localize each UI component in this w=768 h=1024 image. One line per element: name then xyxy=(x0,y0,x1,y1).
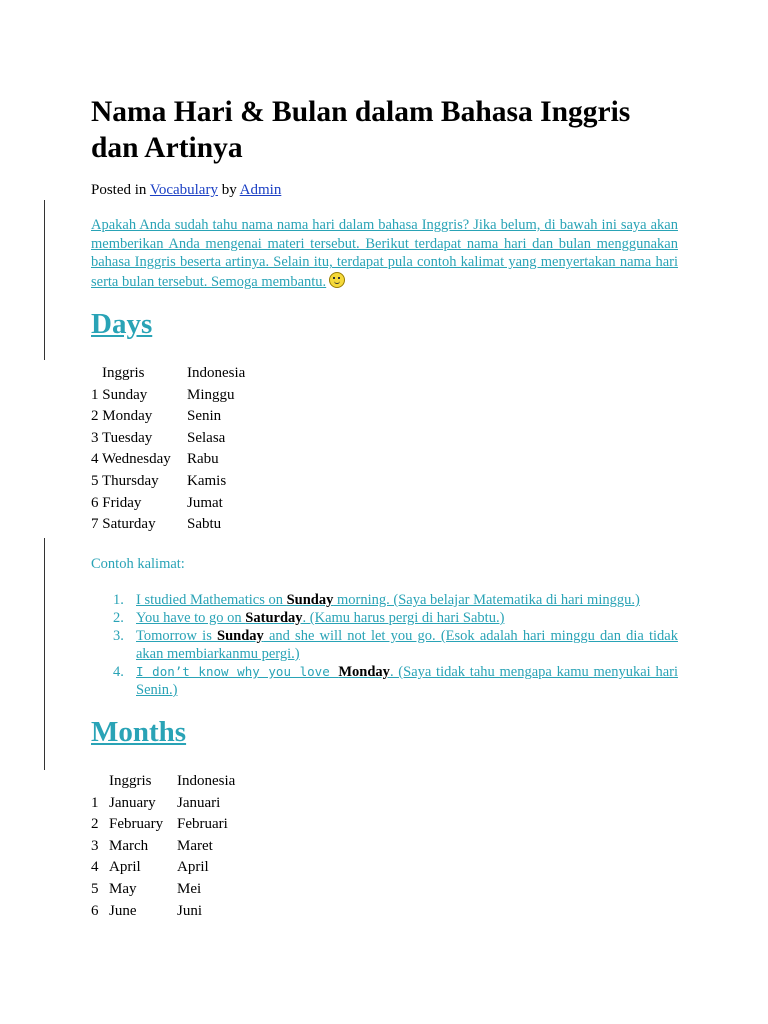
row-number: 6 xyxy=(91,494,99,511)
row-number: 2 xyxy=(91,408,99,425)
day-english xyxy=(91,493,187,515)
english-name: Monday xyxy=(102,408,153,425)
table-row xyxy=(91,471,245,493)
day-keyword: Sunday xyxy=(217,628,264,644)
intro-paragraph[interactable] xyxy=(91,216,678,292)
row-number: 3 xyxy=(91,429,99,446)
month-english: June xyxy=(109,902,137,919)
list-item[interactable] xyxy=(113,663,678,699)
sentence-start: You have to go on xyxy=(136,610,246,626)
row-number: 4 xyxy=(91,451,99,468)
sentence-start: I don’t know why you love xyxy=(136,664,339,679)
table-row xyxy=(91,493,245,515)
row-number: 7 xyxy=(91,516,99,533)
by-label: by xyxy=(221,182,237,198)
month-indonesian: Juni xyxy=(177,902,203,919)
day-indonesian: Senin xyxy=(187,408,222,425)
month-number: 6 xyxy=(91,902,99,919)
days-header-row xyxy=(91,363,245,385)
month-indonesian: Februari xyxy=(177,816,228,833)
sentence-end: morning. (Saya belajar Matematika di hari minggu.) xyxy=(333,592,640,608)
margin-bar-bottom xyxy=(44,538,45,770)
day-english xyxy=(91,428,187,450)
english-name: Friday xyxy=(102,494,142,511)
days-table xyxy=(91,363,245,536)
list-number: 3. xyxy=(113,628,124,644)
table-row xyxy=(91,514,245,536)
month-english: May xyxy=(109,880,137,897)
day-indonesian: Selasa xyxy=(187,429,226,446)
page-title: Nama Hari & Bulan dalam Bahasa Inggris dan Artinya xyxy=(91,96,631,164)
day-keyword: Saturday xyxy=(245,610,303,626)
list-number: 2. xyxy=(113,610,124,626)
month-number: 3 xyxy=(91,837,99,854)
table-row xyxy=(91,406,245,428)
sentence-start: I studied Mathematics on xyxy=(136,592,287,608)
english-name: Tuesday xyxy=(101,429,153,446)
examples-list xyxy=(91,591,678,699)
days-heading[interactable]: Days xyxy=(91,308,153,340)
intro-text: Apakah Anda sudah tahu nama nama hari dalam bahasa Inggris? Jika belum, di bawah ini saya akan memberikan Anda mengenai materi tersebut. Berikut terdapat nama hari dan bulan menggunakan bahasa Inggris beserta artinya. Selain itu, terdapat pula contoh kalimat yang menyertakan nama hari serta bulan tersebut. Semoga membantu. xyxy=(91,217,678,291)
month-english: February xyxy=(109,816,164,833)
month-indonesian: Januari xyxy=(177,794,221,811)
day-english xyxy=(91,363,187,385)
day-indonesian: Kamis xyxy=(187,472,227,489)
row-number: 5 xyxy=(91,472,99,489)
list-number: 4. xyxy=(113,664,124,680)
day-english xyxy=(91,449,187,471)
table-row xyxy=(91,814,235,836)
english-name: Sunday xyxy=(102,386,148,403)
day-keyword: Monday xyxy=(338,664,390,680)
day-english xyxy=(91,514,187,536)
list-number: 1. xyxy=(113,592,124,608)
month-number xyxy=(91,771,109,793)
table-row xyxy=(91,901,235,923)
month-english: March xyxy=(109,837,149,854)
month-indonesian: Mei xyxy=(177,880,202,897)
posted-prefix: Posted in xyxy=(91,182,147,198)
table-row xyxy=(91,449,245,471)
months-heading[interactable]: Months xyxy=(91,716,187,748)
table-row xyxy=(91,836,235,858)
category-link[interactable]: Vocabulary xyxy=(149,182,218,198)
day-indonesian: Minggu xyxy=(187,386,235,403)
month-number: 2 xyxy=(91,816,99,833)
author-link[interactable]: Admin xyxy=(239,182,282,198)
month-english: April xyxy=(109,859,141,876)
day-keyword: Sunday xyxy=(286,592,334,608)
day-english xyxy=(91,385,187,407)
list-item[interactable] xyxy=(113,591,678,609)
table-row xyxy=(91,879,235,901)
day-indonesian: Rabu xyxy=(187,451,219,468)
post-meta xyxy=(91,182,281,199)
sentence-start: Tomorrow is xyxy=(136,628,218,644)
month-indonesian: April xyxy=(177,859,209,876)
month-number: 5 xyxy=(91,880,99,897)
english-name: Inggris xyxy=(102,365,145,381)
sentence-end: and she will not let you go. (Esok adalah hari minggu dan dia tidak akan membiarkanmu pergi.) xyxy=(136,628,678,662)
day-english xyxy=(91,406,187,428)
row-number: 1 xyxy=(91,386,99,403)
month-english: Inggris xyxy=(109,773,152,789)
month-indonesian: Indonesia xyxy=(177,773,236,789)
day-indonesian: Jumat xyxy=(187,494,223,511)
table-row xyxy=(91,385,245,407)
month-indonesian: Maret xyxy=(177,837,213,854)
day-indonesian: Sabtu xyxy=(187,516,222,533)
month-number: 4 xyxy=(91,859,99,876)
months-table xyxy=(91,771,235,922)
table-row xyxy=(91,793,235,815)
month-number: 1 xyxy=(91,794,99,811)
months-header-row xyxy=(91,771,235,793)
table-row xyxy=(91,857,235,879)
sentence-end: . (Kamu harus pergi di hari Sabtu.) xyxy=(302,610,505,626)
english-name: Saturday xyxy=(102,516,156,533)
list-item[interactable] xyxy=(113,627,678,663)
day-english xyxy=(91,471,187,493)
english-name: Wednesday xyxy=(101,451,171,468)
smiley-icon xyxy=(329,272,345,288)
list-item[interactable] xyxy=(113,609,678,627)
month-english: January xyxy=(109,794,156,811)
table-row xyxy=(91,428,245,450)
day-indonesian: Indonesia xyxy=(187,365,246,381)
sentence-end: . (Saya tidak tahu mengapa kamu menyukai hari Senin.) xyxy=(136,664,678,698)
examples-label[interactable]: Contoh kalimat: xyxy=(91,556,185,572)
margin-bar-top xyxy=(44,200,45,360)
english-name: Thursday xyxy=(101,472,159,489)
